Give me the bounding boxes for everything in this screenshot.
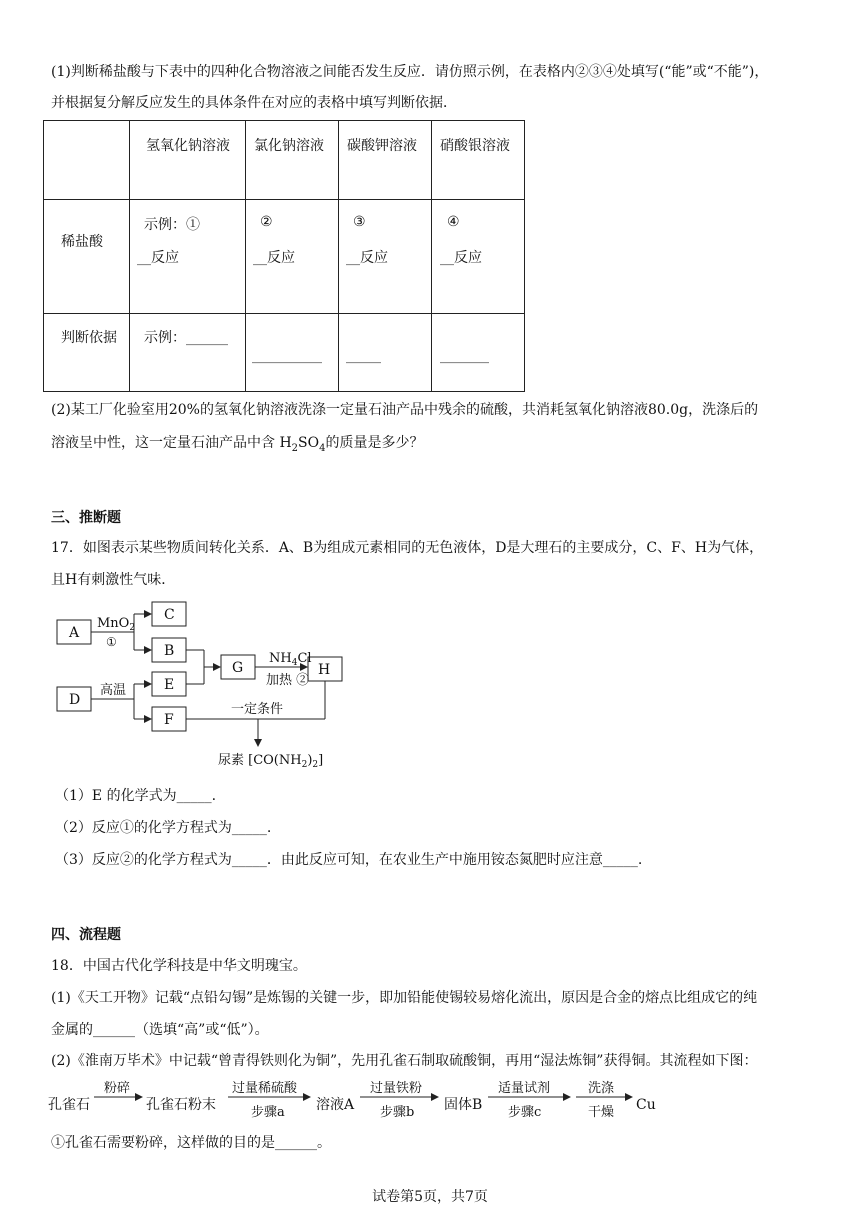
label-f: F <box>164 712 174 728</box>
label-mno2: MnO$_2$ <box>97 616 136 633</box>
header-nacl: 氯化钠溶液 <box>254 138 324 154</box>
basis-3-blank[interactable]: _____ <box>346 348 381 364</box>
flow-node-solid-b: 固体B <box>444 1097 483 1113</box>
flow-wash: 洗涤 <box>588 1081 615 1096</box>
q16-part2-line2: 溶液呈中性，这一定量石油产品中含 $H_2SO_4$的质量是多少？ <box>51 435 424 454</box>
flow-node-powder: 孔雀石粉末 <box>146 1097 216 1113</box>
label-condition: 一定条件 <box>231 702 284 717</box>
q18-p1-line1: (1)《天工开物》记载“点铅勾锡”是炼锡的关键一步，即加铅能使锡较易熔化流出，原因是合金的熔点比组成它的纯 <box>51 990 758 1006</box>
label-circle1: ① <box>106 635 117 649</box>
label-urea: 尿素 $[CO(NH_2)_2]$ <box>218 753 324 770</box>
conversion-diagram <box>50 596 350 772</box>
section3-heading: 三、推断题 <box>51 510 121 526</box>
cell-example-blank[interactable]: __反应 <box>137 250 179 266</box>
q18-p1-line2: 金属的______（选填“高”或“低”）。 <box>51 1022 269 1038</box>
cell-3-top: ③ <box>353 214 366 230</box>
cell-2-top: ② <box>260 214 273 230</box>
process-flow <box>48 1078 688 1124</box>
label-g: G <box>232 660 244 676</box>
header-naoh: 氢氧化钠溶液 <box>146 138 230 154</box>
label-h: H <box>318 662 331 678</box>
page-footer: 试卷第5页，共7页 <box>372 1189 488 1205</box>
q17-line2: 且H有刺激性气味． <box>51 572 176 588</box>
judgement-table <box>43 120 525 392</box>
cell-3-blank[interactable]: __反应 <box>346 250 388 266</box>
label-c: C <box>164 607 175 623</box>
label-b: B <box>164 643 175 659</box>
cell-4-top: ④ <box>447 214 460 230</box>
label-e: E <box>164 677 175 693</box>
basis-2-blank[interactable]: __________ <box>252 348 322 364</box>
flow-node-cu: Cu <box>636 1097 656 1113</box>
q17-sub1: （1）E 的化学式为_____. <box>55 788 217 804</box>
flow-node-malachite: 孔雀石 <box>48 1097 90 1113</box>
q17-sub3: （3）反应②的化学方程式为_____．由此反应可知，在农业生产中施用铵态氮肥时应注意_____. <box>55 852 643 868</box>
flow-step-crush: 粉碎 <box>104 1081 131 1096</box>
label-d: D <box>69 692 81 708</box>
cell-example-top: 示例：① <box>144 217 200 233</box>
flow-step-a: 步骤a <box>251 1105 285 1120</box>
q17-line1: 17．如图表示某些物质间转化关系．A、B为组成元素相同的无色液体，D是大理石的主要成分，C、F、H为气体， <box>51 540 764 556</box>
cell-2-blank[interactable]: __反应 <box>253 250 295 266</box>
q17-sub2: （2）反应①的化学方程式为_____. <box>55 820 272 836</box>
label-heat2: 加热 ② <box>266 673 310 688</box>
label-high-temp: 高温 <box>100 683 127 698</box>
basis-example[interactable]: 示例：______ <box>144 330 228 346</box>
flow-reagent-c: 适量试剂 <box>498 1081 551 1096</box>
cell-4-blank[interactable]: __反应 <box>440 250 482 266</box>
flow-reagent-b: 过量铁粉 <box>370 1081 423 1096</box>
header-agno3: 硝酸银溶液 <box>440 138 510 154</box>
q16-part1-line1: (1)判断稀盐酸与下表中的四种化合物溶液之间能否发生反应．请仿照示例，在表格内②③④处填写(“能”或“不能”)， <box>51 64 769 80</box>
section4-heading: 四、流程题 <box>51 927 121 943</box>
header-k2co3: 碳酸钾溶液 <box>347 138 417 154</box>
flow-step-b: 步骤b <box>380 1105 415 1120</box>
flow-dry: 干燥 <box>588 1105 615 1120</box>
q16-part1-line2: 并根据复分解反应发生的具体条件在对应的表格中填写判断依据． <box>51 95 457 111</box>
label-a: A <box>69 625 80 641</box>
q18-line1: 18．中国古代化学科技是中华文明瑰宝。 <box>51 958 307 974</box>
row-label-basis: 判断依据 <box>61 330 117 346</box>
label-nh4cl: $NH_4Cl$ <box>269 651 312 668</box>
q18-p2-sub1: ①孔雀石需要粉碎，这样做的目的是______。 <box>51 1135 331 1151</box>
q18-p2-line1: (2)《淮南万毕术》中记载“曾青得铁则化为铜”，先用孔雀石制取硫酸铜，再用“湿法炼铜”获得铜。其流程如下图： <box>51 1053 758 1069</box>
row-label-hcl: 稀盐酸 <box>61 234 103 250</box>
flow-step-c: 步骤c <box>508 1105 542 1120</box>
flow-reagent-a: 过量稀硫酸 <box>232 1081 298 1096</box>
q16-part2-line1: (2)某工厂化验室用20%的氢氧化钠溶液洗涤一定量石油产品中残余的硫酸，共消耗氢氧化钠溶液80.0g，洗涤后的 <box>51 402 759 418</box>
basis-4-blank[interactable]: _______ <box>440 348 489 364</box>
flow-node-solution-a: 溶液A <box>316 1097 355 1113</box>
